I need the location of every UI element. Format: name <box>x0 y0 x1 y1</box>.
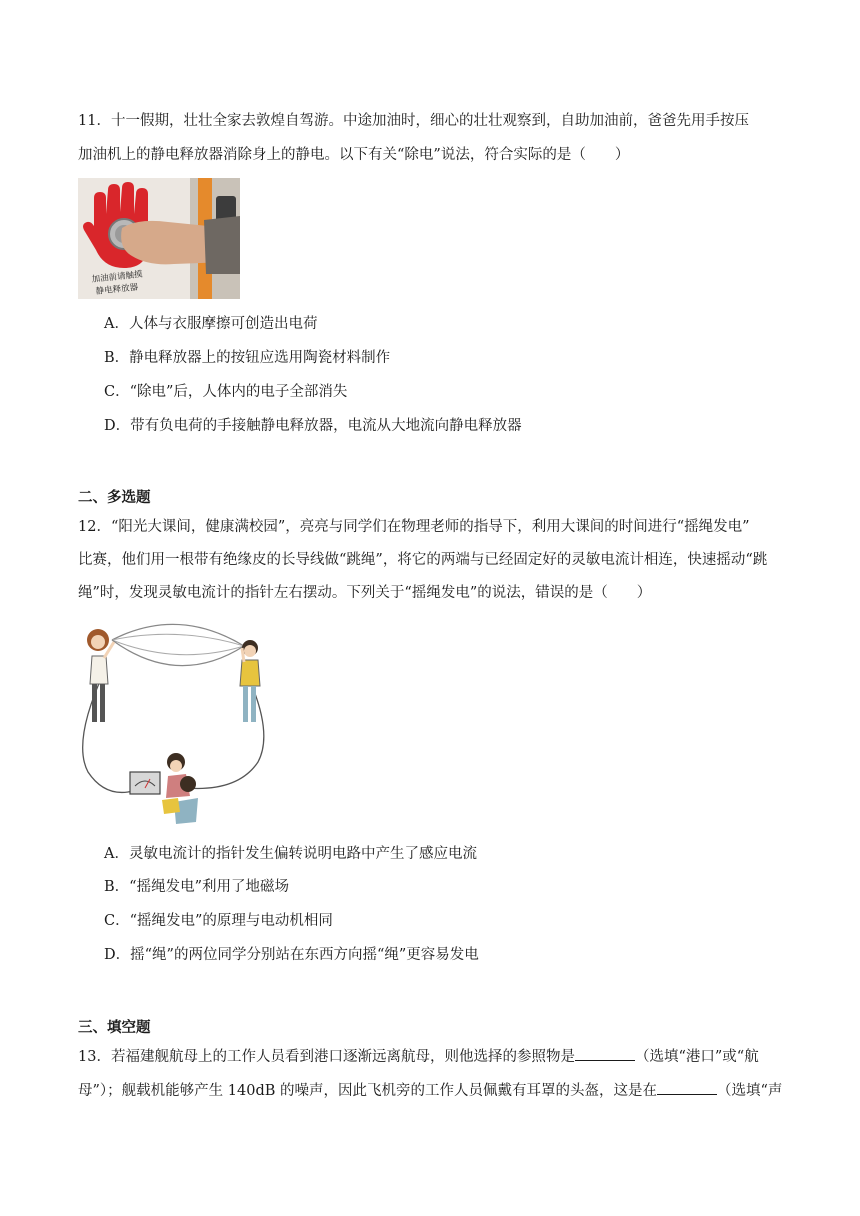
q13-line2-before-blank: 母”）；舰载机能够产生 140dB 的噪声，因此飞机旁的工作人员佩戴有耳罩的头盔，这是在 <box>78 1083 657 1099</box>
q12-option-a: A．灵敏电流计的指针发生偏转说明电路中产生了感应电流 <box>104 846 477 862</box>
q12-text-line-1: 12．“阳光大课间，健康满校园”，亮亮与同学们在物理老师的指导下，利用大课间的时间进行“摇绳发电” <box>78 519 750 535</box>
q13-text-line-2 <box>78 1080 782 1101</box>
q13-blank-2[interactable] <box>657 1080 717 1095</box>
q12-option-d: D．摇“绳”的两位同学分别站在东西方向摇“绳”更容易发电 <box>104 947 479 963</box>
q12-text-line-3: 绳”时，发现灵敏电流计的指针左右摆动。下列关于“摇绳发电”的说法，错误的是（ ） <box>78 585 652 601</box>
q11-option-b: B．静电释放器上的按钮应选用陶瓷材料制作 <box>104 350 391 366</box>
q11-figure-text-2: 静电释放器 <box>95 282 139 297</box>
q12-text-line-2: 比赛，他们用一根带有绝缘皮的长导线做“跳绳”，将它的两端与已经固定好的灵敏电流计相连，快速摇动“跳 <box>78 552 768 568</box>
q11-text-line-1: 11．十一假期，壮壮全家去敦煌自驾游。中途加油时，细心的壮壮观察到，自助加油前，爸爸先用手按压 <box>78 113 749 129</box>
q11-figure-text-1: 加油前请触摸 <box>91 269 144 285</box>
q12-option-b: B．“摇绳发电”利用了地磁场 <box>104 879 289 895</box>
q13-line2-after-blank: （选填“声 <box>717 1083 783 1099</box>
q13-blank-1[interactable] <box>575 1046 635 1061</box>
q13-line1-before-blank: 13．若福建舰航母上的工作人员看到港口逐渐远离航母，则他选择的参照物是 <box>78 1049 575 1065</box>
q13-line1-after-blank: （选填“港口”或“航 <box>634 1049 759 1065</box>
q11-static-discharger-photo <box>78 178 240 299</box>
q11-option-c: C．“除电”后，人体内的电子全部消失 <box>104 384 348 400</box>
q12-rope-generator-illustration <box>78 612 274 832</box>
q11-option-a: A．人体与衣服摩擦可创造出电荷 <box>104 316 318 332</box>
q11-option-d: D．带有负电荷的手接触静电释放器，电流从大地流向静电释放器 <box>104 418 522 434</box>
q13-text-line-1 <box>78 1046 759 1067</box>
q12-option-c: C．“摇绳发电”的原理与电动机相同 <box>104 913 333 929</box>
section-heading-multiple-choice: 二、多选题 <box>78 489 151 506</box>
section-heading-fill-in-blank: 三、填空题 <box>78 1019 151 1036</box>
q11-text-line-2: 加油机上的静电释放器消除身上的静电。以下有关“除电”说法，符合实际的是（ ） <box>78 147 630 163</box>
